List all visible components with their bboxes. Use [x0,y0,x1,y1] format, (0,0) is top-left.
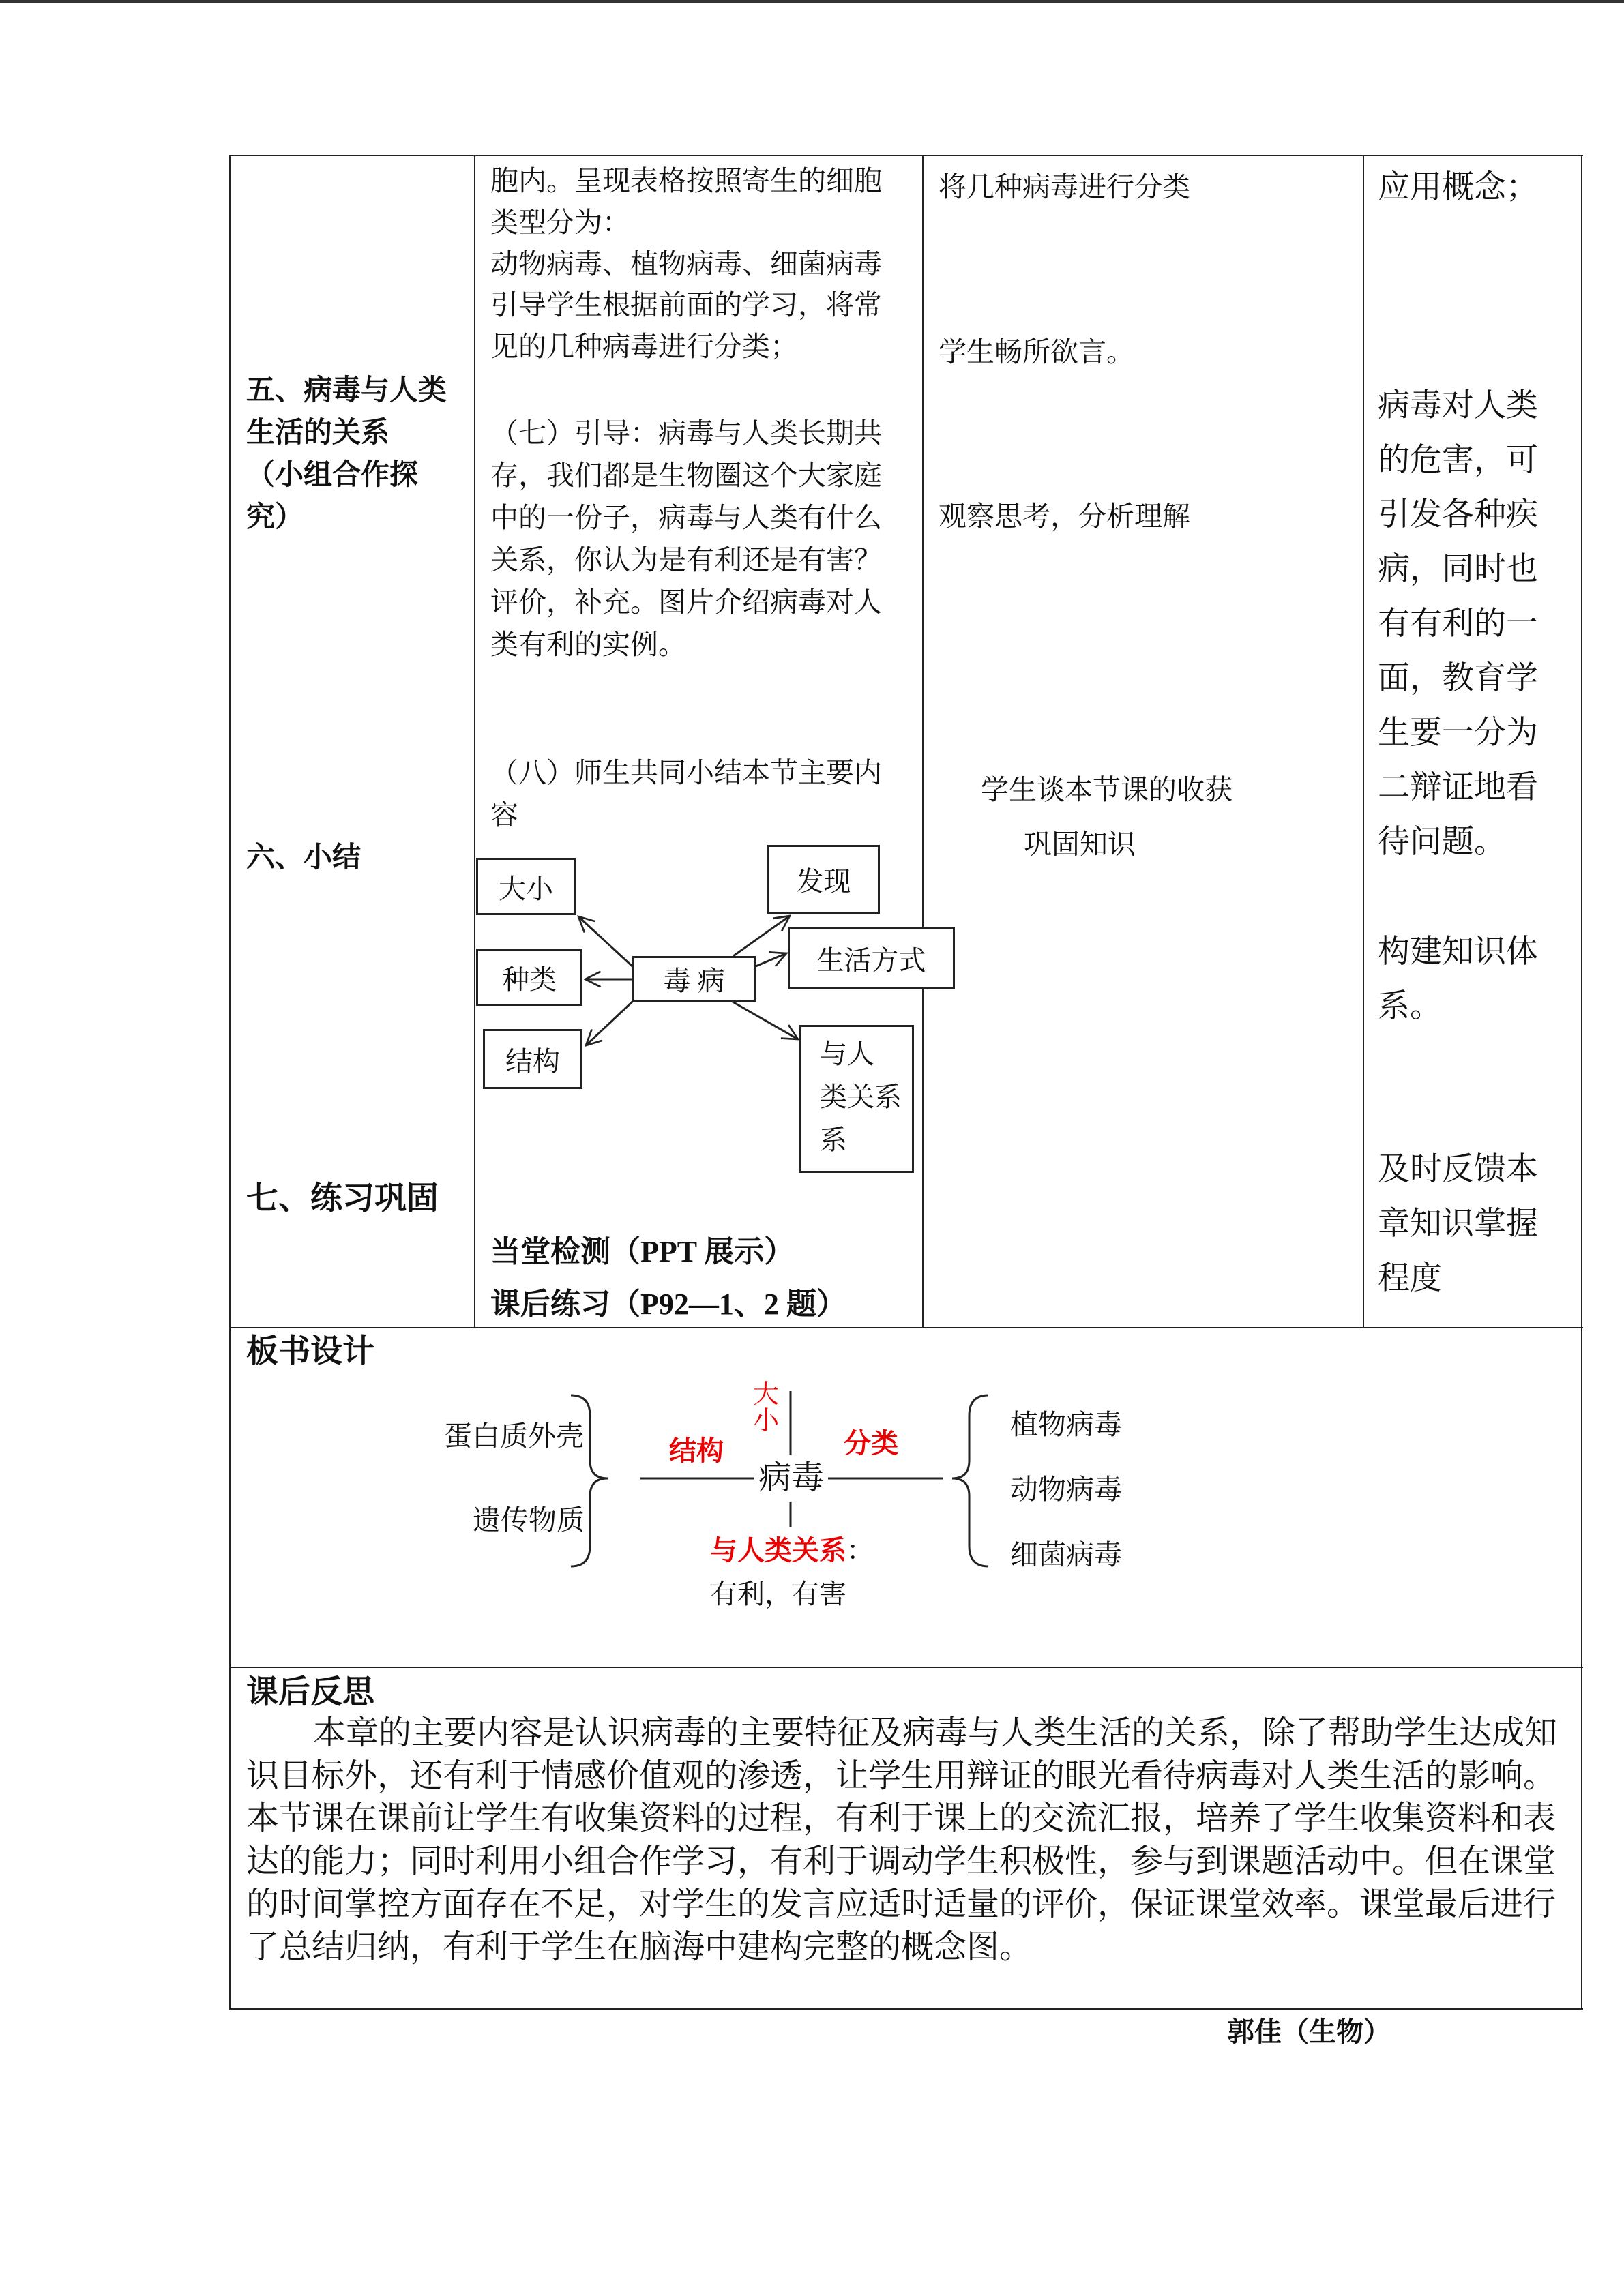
step6-title: 六、小结 [246,842,361,874]
concept-node-size: 大小 [476,858,576,915]
reflection-paragraph [246,1712,1557,1969]
concept-node-kinds: 种类 [476,949,582,1006]
text-line: 及时反馈本 [1378,1152,1538,1187]
classify-brace [952,1395,988,1566]
text-line: 面，教育学 [1378,661,1538,696]
teacher-guide7-text [490,412,882,666]
row1-bottom-border [230,1327,1583,1328]
practice-text [490,1225,846,1330]
relation-label-row [710,1530,874,1571]
text-line: 关系，你认为是有利还是有害？ [490,544,882,576]
step7-title: 七、练习巩固 [246,1181,439,1217]
step5-title-line: 究） [246,502,304,533]
size-label-char: 小 [753,1407,780,1435]
arrow-to-size [578,916,632,966]
structure-item-capsid: 蛋白质外壳 [444,1420,584,1452]
table-left-border [229,155,231,2010]
text-line: 胞内。呈现表格按照寄生的细胞 [490,165,882,196]
page-top-edge [0,0,1624,3]
text-line: 二辩证地看 [1378,770,1538,805]
reflection-line: 本章的主要内容是认识病毒的主要特征及病毒与人类生活的关系，除了帮助学生达成知 [313,1715,1558,1751]
structure-label: 结构 [669,1435,724,1466]
text-line: 生要一分为 [1378,715,1538,751]
table-right-border [1581,155,1582,2010]
arrow-to-discovery [733,916,790,956]
classify-item-plant: 植物病毒 [1010,1409,1122,1440]
text-line: 章知识掌握 [1378,1206,1538,1242]
text-line: 待问题。 [1378,824,1506,860]
step5-title-line: 生活的关系 [246,417,390,449]
teacher-summary8-text [490,751,882,837]
text-line: 容 [490,799,518,831]
text-line: 构建知识体 [1378,934,1538,970]
practice-line-homework: 课后练习（P92—1、2 题） [490,1287,846,1321]
reflection-line: 本节课在课前让学生有收集资料的过程，有利于课上的交流汇报，培养了学生收集资料和表 [246,1800,1556,1837]
table-bottom-border [230,2008,1583,2010]
intent-dialectic [1378,378,1538,869]
concept-node-relation-line: 系 [820,1124,847,1155]
text-line: 病毒对人类 [1378,388,1538,423]
concept-node-structure: 结构 [483,1029,582,1089]
text-line: 程度 [1378,1261,1442,1296]
author-signature: 郭佳（生物） [1227,2016,1391,2047]
reflection-line: 达的能力；同时利用小组合作学习，有利于调动学生积极性，参与到课题活动中。但在课堂 [246,1843,1556,1880]
text-line: 存，我们都是生物圈这个大家庭 [490,460,882,491]
classify-item-bacteria: 细菌病毒 [1010,1539,1122,1570]
size-label [753,1382,779,1435]
reflection-line: 识目标外，还有利于情感价值观的渗透，让学生用辩证的眼光看待病毒对人类生活的影响。 [246,1757,1556,1794]
arrow-to-structure [586,1002,632,1045]
relation-value: 有利，有害 [710,1579,846,1609]
text-line: 引导学生根据前面的学习，将常 [490,289,882,321]
step5-title-line: 五、病毒与人类 [246,375,447,406]
col3-divider [1363,155,1364,1328]
relation-colon: ： [846,1535,874,1566]
text-line: （八）师生共同小结本节主要内 [490,757,882,788]
board-center-title: 病毒 [758,1460,825,1496]
student-consolidate: 巩固知识 [1024,829,1136,860]
reflection-line: 的时间掌控方面存在不足，对学生的发言应适时适量的评价，保证课堂效率。课堂最后进行 [246,1885,1556,1922]
text-line: 系。 [1378,989,1442,1024]
col2-divider [922,155,924,1328]
text-line: 有有利的一 [1378,606,1538,642]
concept-node-relation-line: 类关系 [820,1082,902,1112]
arrow-to-relation [733,1002,798,1039]
student-classify: 将几种病毒进行分类 [939,171,1190,203]
student-harvest: 学生谈本节课的收获 [981,774,1232,805]
text-line: 引发各种疾 [1378,497,1538,533]
student-observe: 观察思考，分析理解 [939,501,1190,532]
concept-node-relation [799,1025,914,1173]
concept-node-relation-line: 与人 [820,1039,874,1069]
reflection-line: 了总结归纳，有利于学生在脑海中建构完整的概念图。 [246,1928,1033,1965]
step5-title-line: （小组合作探 [246,460,419,491]
text-line: 中的一份子，病毒与人类有什么 [490,502,882,533]
student-speak: 学生畅所欲言。 [939,336,1134,368]
text-line: （七）引导：病毒与人类长期共 [490,417,882,449]
text-line: 的危害，可 [1378,443,1538,478]
text-line: 类型分为： [490,206,630,238]
concept-node-lifestyle: 生活方式 [788,927,955,989]
text-line: 病，同时也 [1378,552,1538,587]
classify-label: 分类 [844,1428,898,1459]
classify-item-animal: 动物病毒 [1010,1474,1122,1505]
text-line: 评价，补充。图片介绍病毒对人 [490,586,882,618]
text-line: 动物病毒、植物病毒、细菌病毒 [490,248,882,280]
teacher-classify-text [490,160,882,368]
step5-title [246,370,447,539]
intent-system [1378,925,1538,1034]
size-label-char: 大 [753,1380,780,1409]
relation-label: 与人类关系 [710,1535,846,1566]
arrow-to-lifestyle [756,953,786,966]
concept-node-center: 毒 病 [632,956,756,1002]
board-design-heading: 板书设计 [246,1334,374,1369]
structure-item-genetic: 遗传物质 [473,1504,585,1536]
col1-divider [474,155,475,1328]
row2-bottom-border [230,1667,1583,1668]
reflection-heading: 课后反思 [246,1675,374,1710]
concept-node-discovery: 发现 [767,845,880,914]
practice-line-in-class-test: 当堂检测（PPT 展示） [490,1235,795,1268]
text-line: 类有利的实例。 [490,629,686,660]
text-line: 见的几种病毒进行分类； [490,331,798,363]
intent-feedback [1378,1142,1538,1306]
table-top-border [230,155,1583,156]
intent-apply: 应用概念； [1378,170,1538,205]
